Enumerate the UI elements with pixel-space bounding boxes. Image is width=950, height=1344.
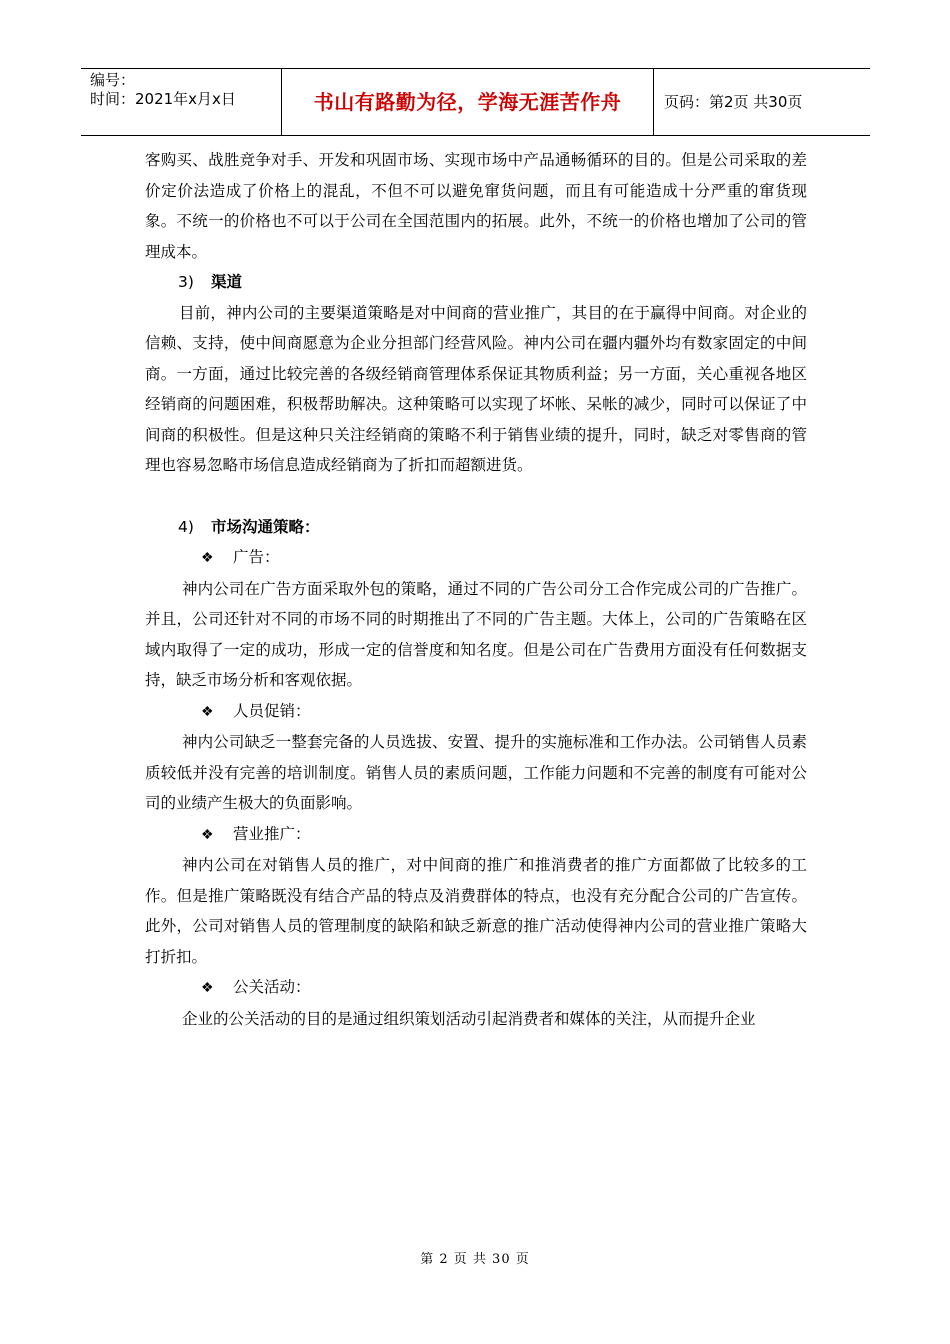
header-motto: 书山有路勤为径，学海无涯苦作舟 (282, 69, 654, 135)
section-heading-channel (145, 267, 807, 298)
time-label: 时间：2021年x月x日 (90, 90, 236, 108)
paragraph-public-relations: 企业的公关活动的目的是通过组织策划活动引起消费者和媒体的关注，从而提升企业 (182, 1009, 756, 1028)
paragraph-channel: 目前，神内公司的主要渠道策略是对中间商的营业推广，其目的在于赢得中间商。对企业的信赖、支持，使中间商愿意为企业分担部门经营风险。神内公司在疆内疆外均有数家固定的中间商。一方面，通过比较完善的各级经销商管理体系保证其物质利益；另一方面，关心重视各地区经销商的问题困难，积极帮助解决。这种策略可以实现了坏帐、呆帐的减少，同时可以保证了中间商的积极性。但是这种只关注经销商的策略不利于销售业绩的提升，同时，缺乏对零售商的管理也容易忽略市场信息造成经销商为了折扣而超额进货。 (145, 303, 807, 474)
section-title: 市场沟通策略： (211, 517, 320, 536)
diamond-bullet-icon: ❖ (201, 550, 214, 566)
paragraph-personal-selling: 神内公司缺乏一整套完备的人员选拔、安置、提升的实施标准和工作办法。公司销售人员素质较低并没有完善的培训制度。销售人员的素质问题，工作能力问题和不完善的制度有可能对公司的业绩产生极大的负面影响。 (145, 733, 807, 812)
bullet-label: 人员促销： (233, 701, 311, 720)
section-heading-communication (145, 512, 807, 543)
number-label: 编号： (90, 71, 136, 89)
bullet-public-relations (145, 972, 807, 1004)
section-number: 3) (178, 273, 194, 291)
bullet-label: 营业推广： (233, 824, 311, 843)
paragraph-pricing-continued: 客购买、战胜竞争对手、开发和巩固市场、实现市场中产品通畅循环的目的。但是公司采取的差价定价法造成了价格上的混乱，不但不可以避免窜货问题，而且有可能造成十分严重的窜货现象。不统一的价格也不可以于公司在全国范围内的拓展。此外，不统一的价格也增加了公司的管理成本。 (145, 151, 807, 261)
bullet-sales-promotion (145, 819, 807, 851)
bullet-label: 公关活动： (233, 978, 311, 996)
paragraph-advertising: 神内公司在广告方面采取外包的策略，通过不同的广告公司分工合作完成公司的广告推广。并且，公司还针对不同的市场不同的时期推出了不同的广告主题。大体上，公司的广告策略在区域内取得了一定的成功，形成一定的信誉度和知名度。但是公司在广告费用方面没有任何数据支持，缺乏市场分析和客观依据。 (145, 579, 807, 689)
page-footer: 第 2 页 共 30 页 (420, 1252, 530, 1267)
page-header (81, 68, 870, 136)
header-info-cell (81, 69, 282, 135)
section-number: 4) (178, 517, 194, 536)
bullet-personal-selling (145, 696, 807, 728)
paragraph-sales-promotion: 神内公司在对销售人员的推广，对中间商的推广和推消费者的推广方面都做了比较多的工作。但是推广策略既没有结合产品的特点及消费群体的特点，也没有充分配合公司的广告宣传。此外，公司对销售人员的管理制度的缺陷和缺乏新意的推广活动使得神内公司的营业推广策略大打折扣。 (145, 856, 807, 966)
diamond-bullet-icon: ❖ (201, 826, 214, 843)
bullet-advertising (145, 542, 807, 574)
diamond-bullet-icon: ❖ (201, 980, 214, 996)
diamond-bullet-icon: ❖ (201, 703, 214, 720)
header-page-info: 页码：第2页 共30页 (664, 93, 803, 111)
bullet-label: 广告： (233, 548, 280, 566)
document-body (145, 145, 807, 1034)
spacer (145, 481, 807, 512)
section-title: 渠道 (211, 273, 243, 291)
